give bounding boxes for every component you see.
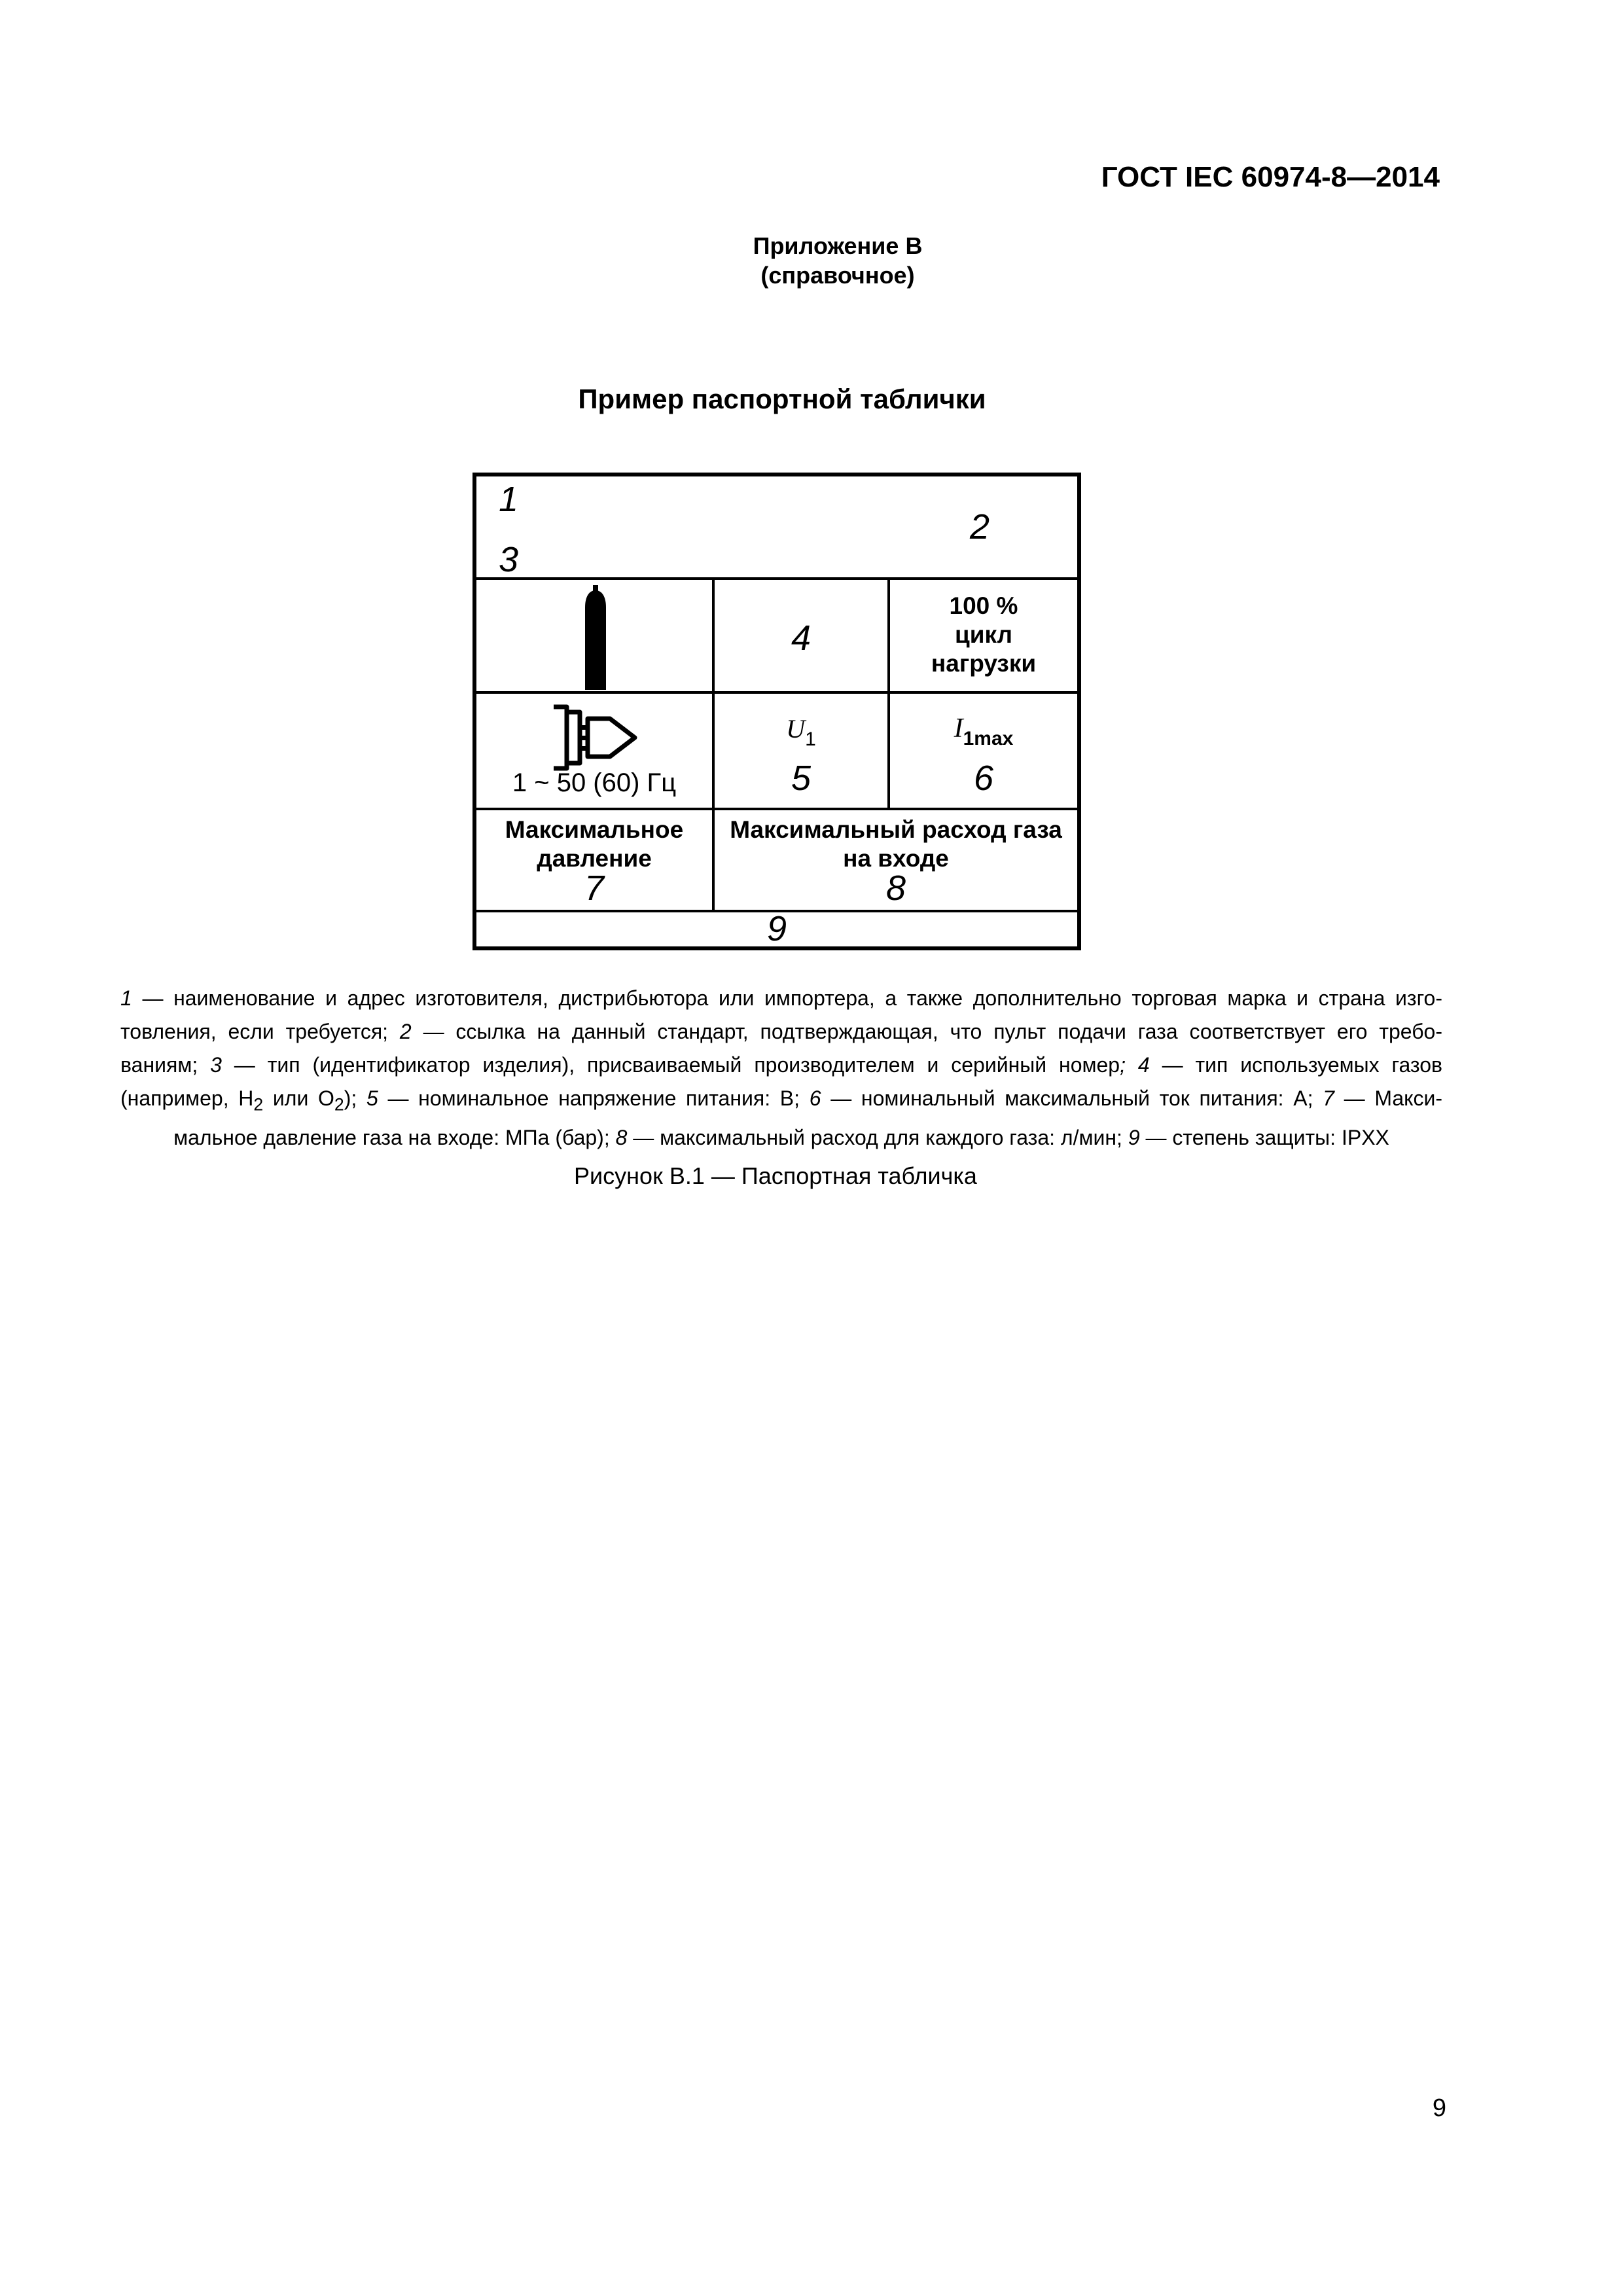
field-6: 6 [973,759,994,798]
legend-text: — Макси- [1334,1086,1443,1110]
legend-text: (например, H [120,1086,254,1110]
legend-text: ваниям; [120,1053,211,1077]
duty-cycle-line: нагрузки [931,650,1037,677]
legend-key-4: ; 4 [1120,1053,1150,1077]
legend-key-7: 7 [1323,1086,1334,1110]
legend-line [120,1121,1442,1155]
field-2: 2 [970,507,990,547]
legend-key-3: 3 [210,1053,222,1077]
supply-frequency: 1 ~ 50 (60) Гц [512,768,677,797]
max-gas-flow-line: на входе [843,845,949,872]
plate-divider [473,808,1081,810]
legend-text: мальное давление газа на входе: МПа (бар); [173,1126,616,1150]
plate-border-right [1077,473,1081,950]
nameplate [473,473,1081,957]
rated-current-symbol [890,712,1077,749]
legend-key-2: 2 [399,1020,412,1043]
legend-line [120,1082,1442,1121]
legend-text: — наименование и адрес изготовителя, дистрибьютора или импортера, а также дополнительно торговая марка и страна изго- [132,986,1442,1010]
legend-line [120,982,1442,1015]
field-5: 5 [791,759,812,798]
legend-text: — тип (идентификатор изделия), присваиваемый производителем и серийный номер [221,1053,1120,1077]
legend-key-1: 1 [120,986,132,1010]
legend-key-8: 8 [615,1126,628,1150]
duty-cycle-label [890,592,1077,678]
legend-text: или O [263,1086,334,1110]
plate-border-top [473,473,1081,476]
legend-text: — степень защиты: IPXX [1139,1126,1389,1150]
max-pressure-line: Максимальное [505,816,684,843]
figure-caption: Рисунок В.1 — Паспортная табличка [574,1162,977,1189]
legend-key-9: 9 [1128,1126,1140,1150]
legend-text: — ссылка на данный стандарт, подтверждающая, что пульт подачи газа соответствует его требо- [411,1020,1443,1043]
legend-text: товления, если требуется; [120,1020,400,1043]
page-number: 9 [1432,2094,1446,2122]
legend-key-6: 6 [809,1086,821,1110]
plate-divider [473,691,1081,694]
figure-title: Пример паспортной таблички [578,384,986,414]
legend-text: — номинальное напряжение питания: В; [378,1086,810,1110]
i1-symbol: I [954,713,963,744]
field-7: 7 [584,869,605,908]
figure-legend [120,982,1442,1155]
legend-line [120,1015,1442,1049]
duty-cycle-line: цикл [955,621,1012,648]
u1-symbol: U [786,714,806,744]
field-8: 8 [885,869,906,908]
max-gas-flow-line: Максимальный расход газа [730,816,1062,843]
field-9: 9 [766,909,787,948]
legend-key-5: 5 [366,1086,378,1110]
document-code: ГОСТ IEC 60974-8—2014 [1101,161,1440,193]
legend-text: — тип используемых газов [1149,1053,1443,1077]
legend-text: ); [344,1086,366,1110]
i1-subscript: 1max [963,728,1014,749]
max-pressure-line: давление [537,845,652,872]
legend-subscript: 2 [253,1094,264,1115]
field-4: 4 [791,619,812,658]
rated-voltage-symbol [715,713,887,750]
legend-text: — номинальный максимальный ток питания: А; [821,1086,1323,1110]
mains-plug-icon [550,702,641,774]
plate-divider [473,577,1081,580]
field-3: 3 [499,540,519,579]
u1-subscript: 1 [805,728,816,750]
field-1: 1 [499,480,519,519]
max-pressure-label [476,816,712,873]
duty-cycle-line: 100 % [949,592,1018,619]
legend-subscript: 2 [334,1094,344,1115]
gas-cylinder-icon [581,585,610,690]
annex-title: Приложение В [753,232,923,259]
legend-line [120,1049,1442,1082]
legend-text: — максимальный расход для каждого газа: л/мин; [627,1126,1128,1150]
annex-kind: (справочное) [760,262,915,289]
max-gas-flow-label [715,816,1077,873]
